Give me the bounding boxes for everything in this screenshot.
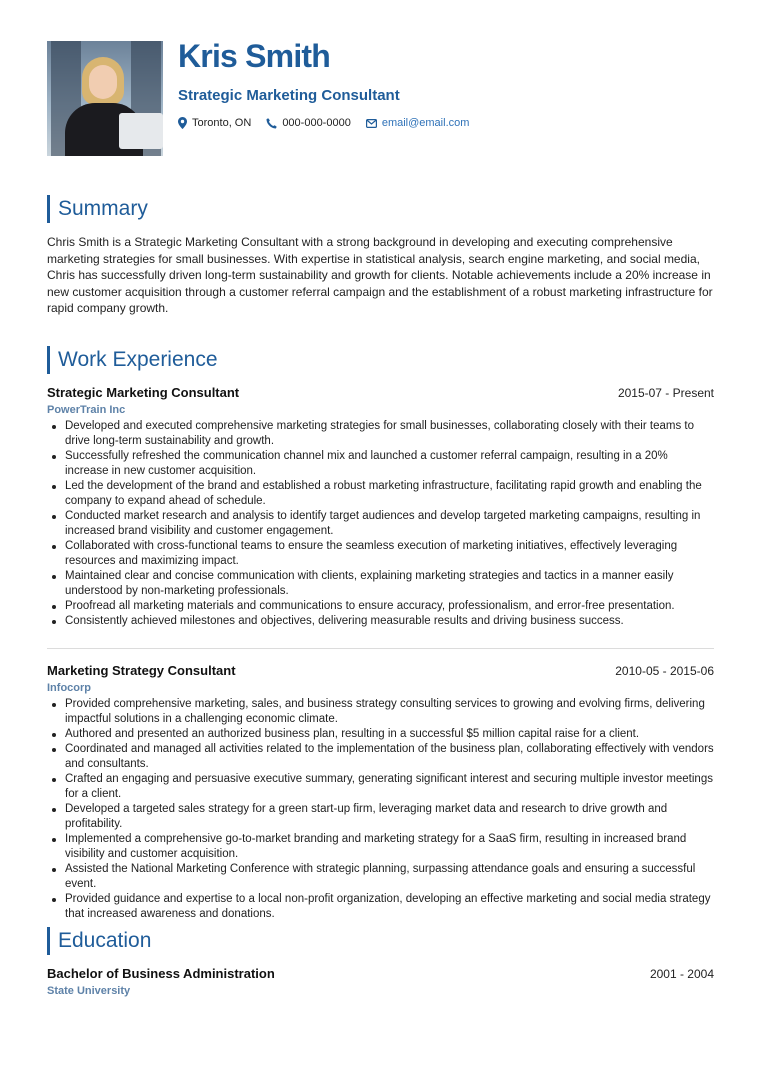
school-name: State University — [47, 985, 131, 997]
education-dates: 2001 - 2004 — [649, 967, 714, 981]
job-title: Strategic Marketing Consultant — [47, 385, 240, 400]
contact-bar — [178, 117, 484, 129]
job-dates: 2015-07 - Present — [617, 386, 714, 400]
education-entry — [47, 966, 714, 997]
bullet-item: Provided guidance and expertise to a local non-profit organization, developing an effective marketing and social media strategy that increased awareness and donations. — [47, 892, 714, 922]
email-link[interactable]: email@email.com — [381, 117, 470, 129]
experience-heading: Work Experience — [47, 346, 218, 374]
profile-photo — [47, 41, 163, 156]
map-pin-icon — [178, 117, 187, 129]
bullet-item: Crafted an engaging and persuasive executive summary, generating significant interest and securing multiple investor meetings for a client. — [47, 772, 714, 802]
company-name: PowerTrain Inc — [47, 404, 126, 416]
bullet-item: Authored and presented an authorized business plan, resulting in a successful $5 million capital raise for a client. — [47, 727, 714, 742]
job-divider — [47, 648, 714, 649]
bullet-item: Provided comprehensive marketing, sales, and business strategy consulting services to growing and evolving firms, delivering impactful solutions in a challenging economic climate. — [47, 697, 714, 727]
job-entry — [47, 385, 714, 629]
bullet-item: Successfully refreshed the communication channel mix and launched a customer referral campaign, resulting in a 20% increase in new customer acquisition. — [47, 449, 714, 479]
bullet-item: Conducted market research and analysis to identify target audiences and develop targeted marketing campaigns, resulting in increased brand visibility and customer engagement. — [47, 509, 714, 539]
job-entry — [47, 663, 714, 922]
envelope-icon — [366, 119, 377, 128]
bullet-item: Proofread all marketing materials and communications to ensure accuracy, professionalism, and error-free presentation. — [47, 599, 714, 614]
candidate-title: Strategic Marketing Consultant — [178, 87, 400, 104]
contact-location — [178, 117, 251, 129]
job-dates: 2010-05 - 2015-06 — [615, 664, 714, 678]
job-bullets — [47, 419, 714, 629]
contact-phone — [266, 117, 351, 129]
phone-icon — [266, 118, 277, 129]
bullet-item: Developed and executed comprehensive marketing strategies for small businesses, collaborating closely with their teams to drive long-term sustainability and growth. — [47, 419, 714, 449]
company-name: Infocorp — [47, 682, 91, 694]
job-title: Marketing Strategy Consultant — [47, 663, 236, 678]
bullet-item: Led the development of the brand and established a robust marketing infrastructure, facilitating rapid growth and enabling the company to expand ahead of schedule. — [47, 479, 714, 509]
job-bullets — [47, 697, 714, 922]
candidate-name: Kris Smith — [178, 38, 331, 74]
contact-email[interactable] — [366, 117, 470, 129]
bullet-item: Implemented a comprehensive go-to-market branding and marketing strategy for a SaaS firm, resulting in increased brand visibility and customer acquisition. — [47, 832, 714, 862]
degree-title: Bachelor of Business Administration — [47, 966, 275, 981]
bullet-item: Collaborated with cross-functional teams to ensure the seamless execution of marketing initiatives, effectively leveraging resources and maximizing impact. — [47, 539, 714, 569]
bullet-item: Assisted the National Marketing Conference with strategic planning, surpassing attendance goals and ensuring a successful event. — [47, 862, 714, 892]
summary-heading: Summary — [47, 195, 148, 223]
bullet-item: Developed a targeted sales strategy for a green start-up firm, leveraging market data and research to drive growth and profitability. — [47, 802, 714, 832]
bullet-item: Consistently achieved milestones and objectives, delivering measurable results and driving business success. — [47, 614, 714, 629]
bullet-item: Coordinated and managed all activities related to the implementation of the business plan, collaborating effectively with vendors and consultants. — [47, 742, 714, 772]
bullet-item: Maintained clear and concise communication with clients, explaining marketing strategies and tactics in a manner easily understood by non-marketing professionals. — [47, 569, 714, 599]
education-heading: Education — [47, 927, 151, 955]
location-text: Toronto, ON — [192, 117, 252, 129]
summary-text: Chris Smith is a Strategic Marketing Consultant with a strong background in developing and executing comprehensive marketing strategies for small businesses. With expertise in statistical analysis, search engine marketing, and social media, Chris has successfully driven long-term sustainability and growth for clients. Notable achievements include a 20% increase in new customer acquisition through a customer referral campaign and the establishment of a robust marketing infrastructure for rapid company growth. — [47, 235, 713, 315]
phone-text: 000-000-0000 — [282, 117, 351, 129]
